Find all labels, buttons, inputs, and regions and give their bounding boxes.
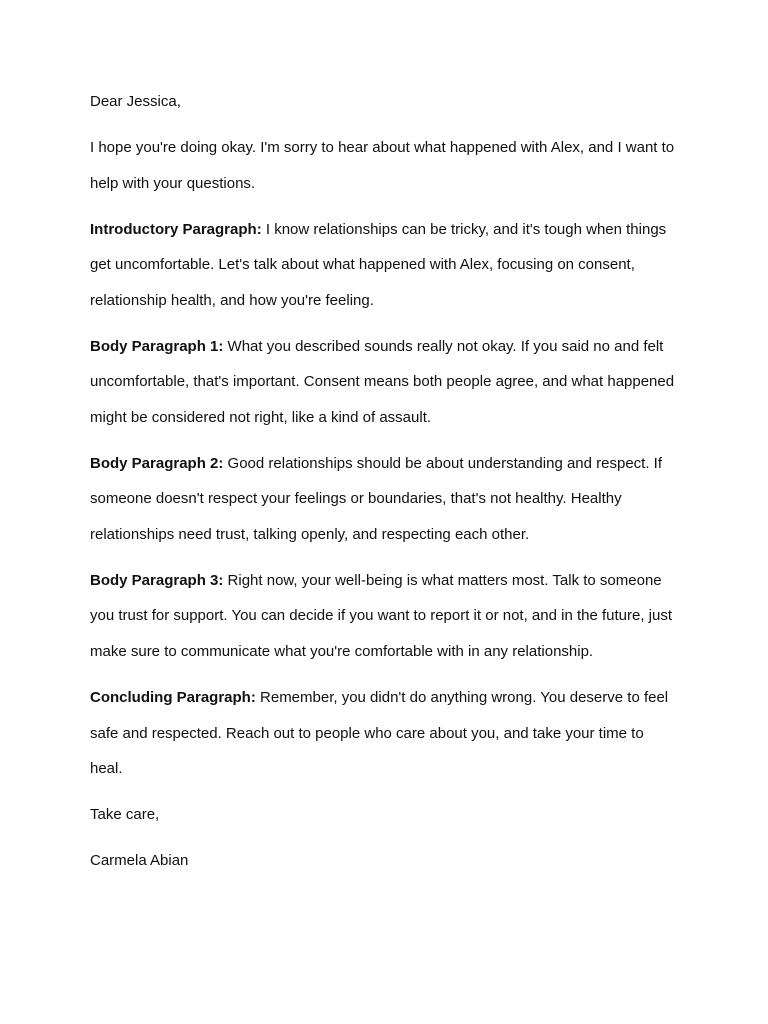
salutation: Dear Jessica, <box>90 93 181 110</box>
paragraph-text: Remember, you didn't do anything wrong. You deserve to feel safe and respected. Reach out to people who care about you, and take your time to heal. <box>90 689 669 778</box>
paragraph-label: Body Paragraph 1: <box>90 337 224 355</box>
body-paragraph-2 <box>90 446 678 553</box>
body-paragraph-3 <box>90 563 678 670</box>
paragraph-text: Good relationships should be about understanding and respect. If someone doesn't respect your feelings or boundaries, that's not healthy. Healthy relationships need trust, talking openly, and respecting each other. <box>90 454 663 543</box>
paragraph-label: Body Paragraph 2: <box>90 454 224 472</box>
paragraph-text: Right now, your well-being is what matters most. Talk to someone you trust for support. You can decide if you want to report it or not, and in the future, just make sure to communicate what you're comfortable with in any relationship. <box>90 571 673 660</box>
body-paragraph-1 <box>90 329 678 436</box>
paragraph-label: Body Paragraph 3: <box>90 571 224 589</box>
paragraph-label: Introductory Paragraph: <box>90 220 262 238</box>
signature: Carmela Abian <box>90 852 189 870</box>
paragraph-text: What you described sounds really not okay. If you said no and felt uncomfortable, that's important. Consent means both people agree, and what happened might be considered not right, like a kind of assault. <box>90 337 675 426</box>
paragraph-label: Concluding Paragraph: <box>90 689 256 707</box>
paragraph-text: I know relationships can be tricky, and it's tough when things get uncomfortable. Let's talk about what happened with Alex, focusing on consent, relationship health, and how you're feeling. <box>90 220 667 309</box>
closing: Take care, <box>90 806 160 824</box>
opening-paragraph: I hope you're doing okay. I'm sorry to hear about what happened with Alex, and I want to help with your questions. <box>90 139 675 192</box>
concluding-paragraph <box>90 680 678 787</box>
introductory-paragraph <box>90 212 678 319</box>
letter-body <box>90 84 678 879</box>
